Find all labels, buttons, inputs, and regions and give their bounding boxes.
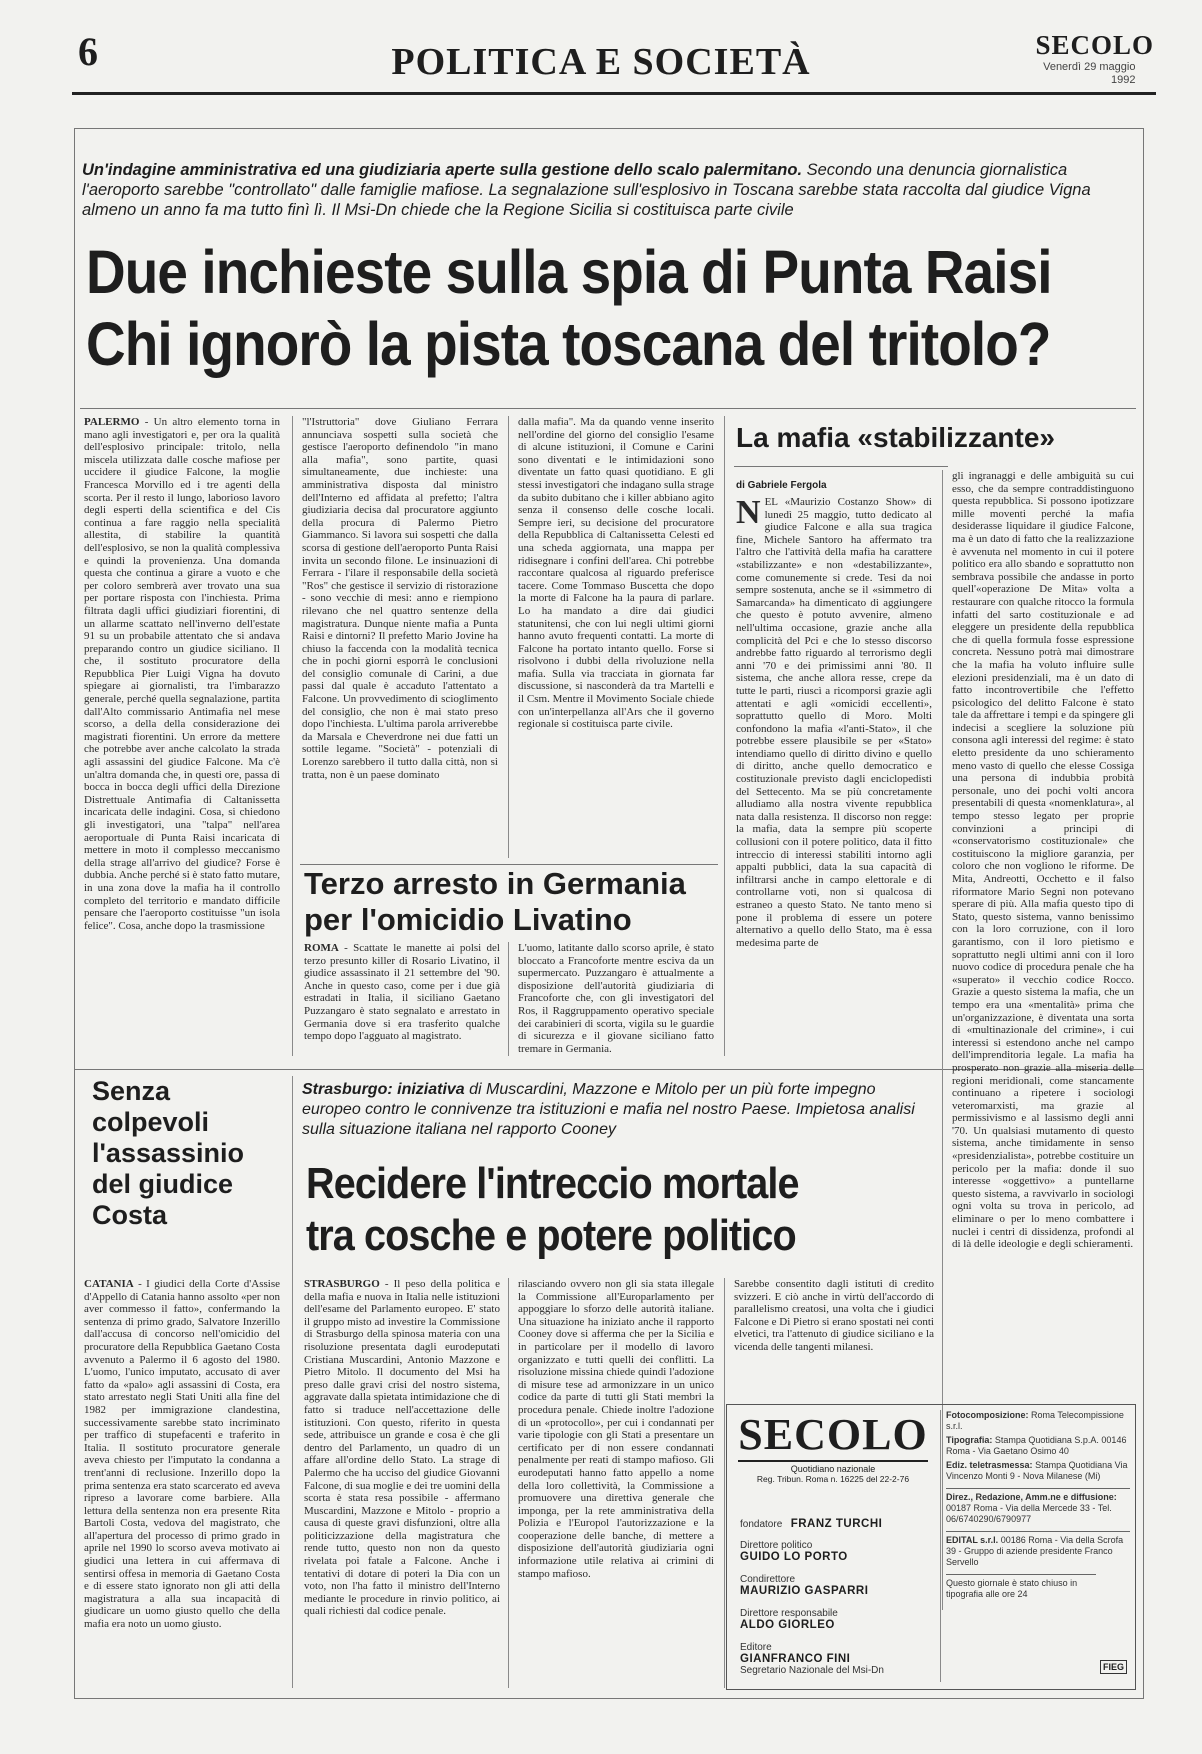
story3-dateline: CATANIA	[84, 1278, 134, 1290]
story3-text: - I giudici della Corte d'Assise d'Appello di Catania hanno assolto «per non aver commesso il fatto», confermando la sentenza di primo grado, Salvatore Inzerillo dall'accusa di concorso nell'omicidio del procuratore della Repubblica Gaetano Costa avvenuto a Palermo il 6 agosto del 1980. L'uomo, l'unico imputato, accusato di aver fatto da «palo» agli assassini di Costa, era stato arrestato negli Stati Uniti alla fine del 1982 per immigrazione clandestina, successivamente sarebbe stato incriminato per traffico di stupefacenti e traferito in Italia. Il sostituto procuratore generale aveva chiesto per l'imputato la condanna a trent'anni di reclusione. Inzerillo dopo la prima sentenza era stato scarcerato ed aveva ripreso a lavorare come barbiere. Alla lettura della sentenza non era presente Rita Bartoli Costa, vedova del magistrato, che all'apertura del processo di primo grado in aprile nel 1990 lo scorso aveva motivato ai giudici una lettera in cui affermava di sentirsi offesa in memoria di Gaetano Costa e di essere stato ignorato non gli atti della magistratura a alla sua incapacità di giudicare un uomo giusto quello che della mafia era noto un uomo giusto.	[84, 1278, 280, 1631]
story4-column-2	[518, 1278, 714, 1688]
sidebar-title: La mafia «stabilizzante»	[736, 422, 1056, 453]
masthead-logo: SECOLO	[1035, 30, 1154, 60]
lead-col-divider-1	[292, 416, 293, 1056]
story2-headline-1: Terzo arresto in Germania	[304, 866, 686, 901]
story4-kicker-bold: Strasburgo: iniziativa	[302, 1081, 465, 1098]
colophon-reg: Reg. Tribun. Roma n. 16225 del 22-2-76	[756, 1474, 910, 1484]
story2-column-1	[304, 942, 500, 1056]
resp-name: ALDO GIORLEO	[740, 1619, 835, 1631]
story4-column-1	[304, 1278, 500, 1688]
colophon-founder	[740, 1514, 930, 1532]
right-2: Stampa Quotidiana S.p.A. 00146 Roma - Via Gaetano Osimo 40	[946, 1435, 1127, 1456]
sidebar-dropcap: N	[736, 496, 761, 531]
story3-headline: Senza colpevoli l'assassinio del giudice Costa	[92, 1076, 245, 1230]
story3-column	[84, 1278, 280, 1688]
colophon-logo-text: SECOLO	[738, 1410, 928, 1462]
colophon-editor	[740, 1642, 884, 1676]
colophon-logo-sub: Quotidiano nazionale	[790, 1464, 876, 1474]
story2-column-2-text: L'uomo, latitante dallo scorso aprile, è stato bloccato a Francoforte mentre esciva da un supermercato. Puzzangaro è attualmente a disposizione dell'autorità giudiziaria di Francoforte che, con gli investigatori del Ros, il Raggruppamento operativo speciale dei carabinieri di scorta, vigila su le guardie di sicurezza e il giovane siciliano fatto tremare in Germania.	[518, 942, 714, 1055]
sidebar-byline: di Gabriele Fergola	[736, 480, 827, 491]
editor-name: GIANFRANCO FINI	[740, 1653, 851, 1665]
lead-column-1-text: - Un altro elemento torna in mano agli investigatori e, per ora la qualità dell'esplosivo principale: tritolo, nella miscela utilizzata dalle cosche mafiose per uccidere il giudice Falcone, la moglie Francesca Morvillo ed i tre agenti della scorta. Per il resto il lungo, laborioso lavoro degli esperti della scientifica e del Cis continua a fare raggio nella specialità allestita, di stabilire la quantità dell'esplosivo, se non la qualità complessiva e quindi la provenienza. Una domanda questa che continua a girare a vuoto e che per coloro sembrerà aver trovato una sua per portare risposta con l'inchiesta. Prima filtrata dagli uffici giudiziari fiorentini, di un allarme scattato nell'inverno dell'estate 91 su un probabile attentato che si andava preparando contro un giudice siciliano. Il che, il sostituto procuratore della Repubblica Pier Luigi Vigna ha dovuto spiegare ai giornalisti, tra l'imbarazzo generale, perché quella segnalazione, partita dall'Alto commissario Antimafia nel mese scorso, a della della considerazione dei magistrati fiorentini. Un errore da mettere che potrebbe aver anche calcolato la strada agli assassini del giudice Falcone. Ma c'è un'altra domanda che, in questi ore, passa di bocca in bocca degli uffici della Direzione Distrettuale Antimafia di Caltanissetta incaricata delle indagini. Cosa, si chiedono gli investigatori, una "talpa" nell'area aeroportuale di Punta Raisi incaricata di mettere in moto il complesso meccanismo della strage all'arrivo del giudice? Forse è dubbia. Anche perché si è stato fatto mutare, in una zona dove la mafia ha il controllo completo del territorio e mandato difficile pensare che l'aeroporto costituisse "un isola felice". Cosa, anche dopo la trasmissione	[84, 416, 280, 932]
colophon-footer: Questo giornale è stato chiuso in tipografia alle ore 24	[946, 1574, 1096, 1600]
colophon-resp	[740, 1608, 838, 1631]
section-title: POLITICA E SOCIETÀ	[391, 41, 811, 83]
story2-column-2	[518, 942, 714, 1056]
right-4: 00187 Roma - Via della Mercede 33 - Tel. 06/6740290/6790977	[946, 1503, 1112, 1524]
colophon-codirector	[740, 1574, 868, 1597]
story4-headline-1: Recidere l'intreccio mortale	[306, 1159, 799, 1208]
founder-label: fondatore	[740, 1519, 783, 1530]
lead-headline-2: Chi ignorò la pista toscana del tritolo?	[86, 310, 1051, 378]
lead-column-2-text: "l'Istruttoria" dove Giuliano Ferrara annunciava sospetti sulla società che gestisce l'aeroporto definendolo "in mano alla mafia", sono partite, quasi simultaneamente, due inchieste: una amministrativa disposta dal ministro dell'Interno ed affidata al prefetto; l'altra giudiziaria decisa dal procuratore aggiunto della procura di Palermo Pietro Giammanco. Si lavora sui sospetti che dalla scorsa di gestione dell'aeroporto Punta Raisi invita un secondo filone. Le insinuazioni di Ferrara - l'ilare il responsabile della società "Ros" che gestisce il servizio di ristorazione - sono vecchie di mesi: anno e riempiono rilevano che nel quattro sentenze della magistratura. Dunque niente mafia a Punta Raisi e dintorni? Il prefetto Mario Jovine ha chiuso la faccenda con la modalità tecnica che in pochi giorni esporrà le conclusioni del consiglio comunale di Carini, a due passi dal quale è accaduto l'attentato a Falcone. Un provvedimento di scioglimento del consiglio, che non è mai stato preso dopo l'inchiesta. L'ultima parola arriverebbe da Marsala e Cheverdrone nei due fatti un sottile legame. "Società" - potenziali di Lorenzo sarebbero il tutto dalla città, non si tratta, non è un paese dominato	[302, 416, 498, 781]
story2-dateline: ROMA	[304, 942, 339, 954]
story4-headline-2: tra cosche e potere politico	[306, 1211, 796, 1260]
lead-column-2	[302, 416, 498, 858]
masthead-date: Venerdì 29 maggio 1992	[1043, 61, 1136, 86]
story4-column-3	[734, 1278, 934, 1388]
story4-column-1-text: - Il peso della politica e della mafia e nuova in Italia nelle istituzioni dell'esame del Parlamento europeo. E' stato il gruppo misto ad investire la Commissione di Strasburgo della spinosa materia con una risoluzione presentata dagli eurodeputati Cristiana Muscardini, Antonio Mazzone e Pietro Mitolo. Il documento del Msi ha preso dalle gravi crisi del nostro sistema, aggravate dalla spietata intimidazione che di fatto si traduce nell'accettazione delle istituzioni. Con questo, riferito in questa sede, attribuisce un grande e cosa è che gli dentro del Parlamento, un quadro di un affare all'ordine dello Stato. La strage di Palermo che ha ucciso del giudice Giovanni Falcone, di sua moglie e dei tre uomini della scorta è stata resa possibile - affermano Muscardini, Mazzone e Mitolo - proprio a causa di queste gravi disfunzioni, oltre alla politicizzazione della magistratura che rende tutto, questo non non da questo rivelata poi fatale a Falcone. Anche i tentativi di dotare di poteri la Dia con un voto, non l'ha fatto il ministro dell'Interno mediante le procedure in rinvio politico, ai quali richiesti dal codice penale.	[304, 1278, 500, 1618]
colophon-director	[740, 1540, 848, 1563]
lead-column-1	[84, 416, 280, 1056]
resp-label: Direttore responsabile	[740, 1608, 838, 1619]
sidebar-column-2-text: gli ingranaggi e delle ambiguità su cui esso, che da sempre contraddistinguono questa repubblica. Si possono ipotizzare mille moventi perché la mafia desiderasse liquidare il giudice Falcone, ma è un dato di fatto che la realizzazione è avvenuta nel momento in cui il potere politico era allo sbando e soprattutto non sembrava possibile che andasse in porto quell'«operazione De Mita» volta a restaurare con qualche ritocco la formula infatti del sarto costituzionale e ad eleggere un presidente della repubblica che di quella formula fosse espressione concreta. Nessuno potrà mai dimostrare che la mafia ha voluto influire sulle elezioni presidenziali, ma è un dato di fatto incontrovertibile che l'effetto psicologico del delitto Falcone è stato tale da affrettare i tempi e da spingere gli indecisi a scegliere la soluzione più consona agli interessi del regime: è stato eletto presidente da uno schieramento meno vasto di quello che elesse Cossiga una persona di indubbia probità personale, uno dei pochi volti ancora presentabili di questa «nomenklatura», al tempo stesso legato per proprie convinzioni a principi di «conservatorismo costituzionale» che costituiscono la migliore garanzia, per coloro che non vogliono le riforme. De Mita, Andreotti, Occhetto e il falso riformatore Mario Segni non potevano sperare di più. Alla mafia questo tipo di Stato, questo sistema, vanno benissimo con la loro corruzione, con il loro garantismo, con il loro pietismo e soprattutto negli ultimi anni con il loro nuovo codice di procedura penale che ha «superato» il vecchio codice Rocco. Grazie a questo sistema la mafia, che un tempo era una «mentalità» prima che un'organizzazione, è diventata una sorta di «multinazionale del crimine», i cui interessi si estendono anche nel campo dell'imprenditoria legale. La mafia ha prosperato non grazie alla miseria delle regioni meridionali, come stancamente continuano a ripetere i sociologi veteromarxisti, ma grazie al permissivismo e al lassismo degli anni '70. Un qualsiasi mutamento di questo sistema, anche timidamente in senso «presidenzialista», potrebbe costituire un pericolo per la mafia: donde il suo interesse «oggettivo» a puntellarne questo sistema, a ravvivarlo in sociologi ogni volta su trova in pericolo, ad eliminare o per lo meno combattere i nuclei i centri di dissidenza, profondi al di là delle ideologie e degli schieramenti.	[952, 470, 1134, 1251]
right-4-label: Direz., Redazione, Amm.ne e diffusione:	[946, 1492, 1117, 1502]
story2-headline-2: per l'omicidio Livatino	[304, 902, 632, 937]
codirector-label: Condirettore	[740, 1574, 796, 1585]
lead-column-3-text: dalla mafia". Ma da quando venne inserito nell'ordine del giorno del consiglio l'esame di alcune istituzioni, il Comune e Carini sono diventati e le intimidazioni sono diventate un fatto quasi quotidiano. E gli stessi investigatori che indagano sulla strage da subito dubitano che i killer abbiano agito senza il consenso delle cosche locali. Sempre ieri, su decisione del procuratore della Repubblica di Caltanissetta Celesti ed una scheda aggiornata, una mappa per ridisegnare i confini dell'area. Chi potrebbe raccontare qualcosa al riguardo preferisce tacere. Come Tommaso Buscetta che dopo la morte di Falcone ha la paura di parlare. Lo ha mandato a dire dai giudici statunitensi, che con lui negli ultimi giorni hanno avuto frequenti contatti. La morte di Falcone ha portato intanto quello. Forse si risolvono i dubbi della rivoluzione nella mafia. Sulla via tracciata in giornata far discussione, si nasconderà da tra Martelli e il Csm. Mentre il Movimento Sociale chiede con un'interpellanza all'Ars che il governo regionale si costituisca parte civile.	[518, 416, 714, 731]
story2-col-divider	[508, 942, 509, 1056]
founder-name: FRANZ TURCHI	[790, 1518, 883, 1530]
story4-column-3-text: Sarebbe consentito dagli istituti di credito svizzeri. E ciò anche in virtù dell'accordo di parallelismo creatosi, una volta che i giudici Falcone e Di Pietro si erano spostati nei conti elvetici, tra l'attenuto di giudice siciliano e la vicenda delle tangenti milanesi.	[734, 1278, 934, 1353]
story4-kicker-rest: di Muscardini, Mazzone e Mitolo per un più forte impegno europeo contro le connivenze tra istituzioni e mafia nel nostro Paese. Impietosa analisi sulla situazione italiana nel rapporto Cooney	[302, 1081, 915, 1138]
colophon-divider	[940, 1410, 941, 1682]
right-1-label: Fotocomposizione:	[946, 1410, 1029, 1420]
story4-kicker	[302, 1080, 936, 1140]
page-number: 6	[78, 29, 98, 74]
masthead-rule	[72, 92, 1156, 95]
lead-col-divider-3	[724, 416, 725, 1056]
lead-dateline: PALERMO	[84, 416, 140, 428]
lead-kicker-rest: Secondo una denuncia giornalistica l'aeroporto sarebbe "controllato" dalle famiglie mafiose. La segnalazione sull'esplosivo in Toscana sarebbe stata raccolta dal giudice Vigna almeno un anno fa ma tutto finì lì. Il Msi-Dn chiede che la Regione Sicilia si costituisca parte civile	[82, 161, 1091, 219]
right-3: Stampa Quotidiana Via Vincenzo Monti 9 - Nova Milanese (Mi)	[946, 1460, 1128, 1481]
colophon-logo	[738, 1410, 928, 1484]
fieg-badge: FIEG	[1100, 1660, 1127, 1674]
lead-kicker-bold: Un'indagine amministrativa ed una giudiziaria aperte sulla gestione dello scalo palermitano.	[82, 161, 803, 179]
director-label: Direttore politico	[740, 1540, 813, 1551]
story4-col-divider-2	[724, 1278, 725, 1688]
colophon-right	[946, 1410, 1130, 1600]
masthead-brand	[1035, 30, 1154, 87]
story4-dateline: STRASBURGO	[304, 1278, 380, 1290]
story4-column-2-text: rilasciando ovvero non gli sia stata illegale la Commissione all'Europarlamento per appoggiare lo sforzo delle autorità italiane. Una situazione ha iniziato anche il rapporto Cooney dove si afferma che per la Sicilia e in particolare per il modello di lavoro organizzato e tutti quelli dei conflitti. La risoluzione missina chiede quindi l'adozione di misure tese ad armonizzare in un unico codice da parte di tutti gli Stati membri la procedura penale. Chiede inoltre l'adozione di un «protocollo», per cui i condannati per varie tipologie con gli Stati a presentare un certificato per di non essere condannati penalmente per reati di stampo mafioso. Gli eurodeputati hanno fatto appello a nome della loro collettività, la Commissione a promuovere una direttiva generale che imponga, per la rete amministrativa della Polizia e l'Europol l'autorizzazione e la cooperazione delle banche, di mettere a disposizione dell'autorità giudiziaria ogni informazione utile relativa ai crimini di stampo mafioso.	[518, 1278, 714, 1580]
story2-rule	[300, 864, 718, 865]
lead-column-3	[518, 416, 714, 858]
sidebar-title-rule	[734, 466, 948, 467]
right-5: 00186 Roma - Via della Scrofa 39 - Gruppo di aziende presidente Franco Servello	[946, 1535, 1124, 1567]
lead-col-divider-2	[508, 416, 509, 858]
story3-col-divider	[292, 1076, 293, 1688]
right-5-label: EDITAL s.r.l.	[946, 1535, 999, 1545]
right-1: Roma Telecompissione s.r.l.	[946, 1410, 1124, 1431]
story2-column-1-text: - Scattate le manette ai polsi del terzo presunto killer di Rosario Livatino, il giudice assassinato il 21 settembre del '90. Anche in questo caso, come per i due già estradati in Italia, il siciliano Gaetano Puzzangaro è stato segnalato e arrestato in Germania dove si era trasferito qualche tempo dopo l'agguato al magistrato.	[304, 942, 500, 1043]
sidebar-column-1-text: EL «Maurizio Costanzo Show» di lunedì 25 maggio, tutto dedicato al giudice Falcone e alla sua tragica fine, Michele Santoro ha affermato tra l'altro che l'attività della mafia ha carattere «stabilizzante» e non «destabilizzante», come comunemente si crede. Tesi da noi sempre sostenuta, anche se il «simmetro di Samarcanda» ha dimenticato di aggiungere che questo è potuto avvenire, almeno nell'ultima occasione, grazie anche alla complicità del Pci e che lo stesso discorso andrebbe fatto riguardo al terrorismo degli anni '70 e dei primissimi anni '80. Il sistema, che anche allora resse, crepe da tutte le parti, riuscì a ricomporsi grazie agli attentati e agli «omicidi eccellenti», soprattutto quello di Moro. Molti confondono la mafia «l'anti-Stato», il che potrebbe essere plausibile se per «Stato» intendiamo quello di diritto divino e quello di diritto, anche quello democratico e costituzionale previsto dagli enciclopedisti del Settecento. Ma se più concretamente alludiamo alla nostra vivente repubblica nata dalla resistenza. Il discorso non regge: la mafia, data la sempre più scoperte collusioni con il potere politico, data il fitto intreccio di interessi stabiliti intorno agli appalti pubblici, data la sua capacità di infiltrarsi anche in campo elettorale e di controllarne voti, non si qualcosa di estraneo a questo Stato. Ne tanto meno si pone il problema di essere un potere alternativo a quello dello Stato, ma è essa medesima parte de	[736, 496, 932, 949]
lead-rule	[80, 408, 1136, 409]
lead-headline-1: Due inchieste sulla spia di Punta Raisi	[86, 238, 1052, 306]
sidebar-column-1	[736, 496, 932, 1056]
right-3-label: Ediz. teletrasmessa:	[946, 1460, 1033, 1470]
editor-label: Editore	[740, 1642, 772, 1653]
lead-kicker	[82, 160, 1114, 220]
story4-col-divider-1	[508, 1278, 509, 1688]
editor-role: Segretario Nazionale del Msi-Dn	[740, 1665, 884, 1676]
director-name: GUIDO LO PORTO	[740, 1551, 848, 1563]
codirector-name: MAURIZIO GASPARRI	[740, 1585, 869, 1597]
right-2-label: Tipografia:	[946, 1435, 993, 1445]
